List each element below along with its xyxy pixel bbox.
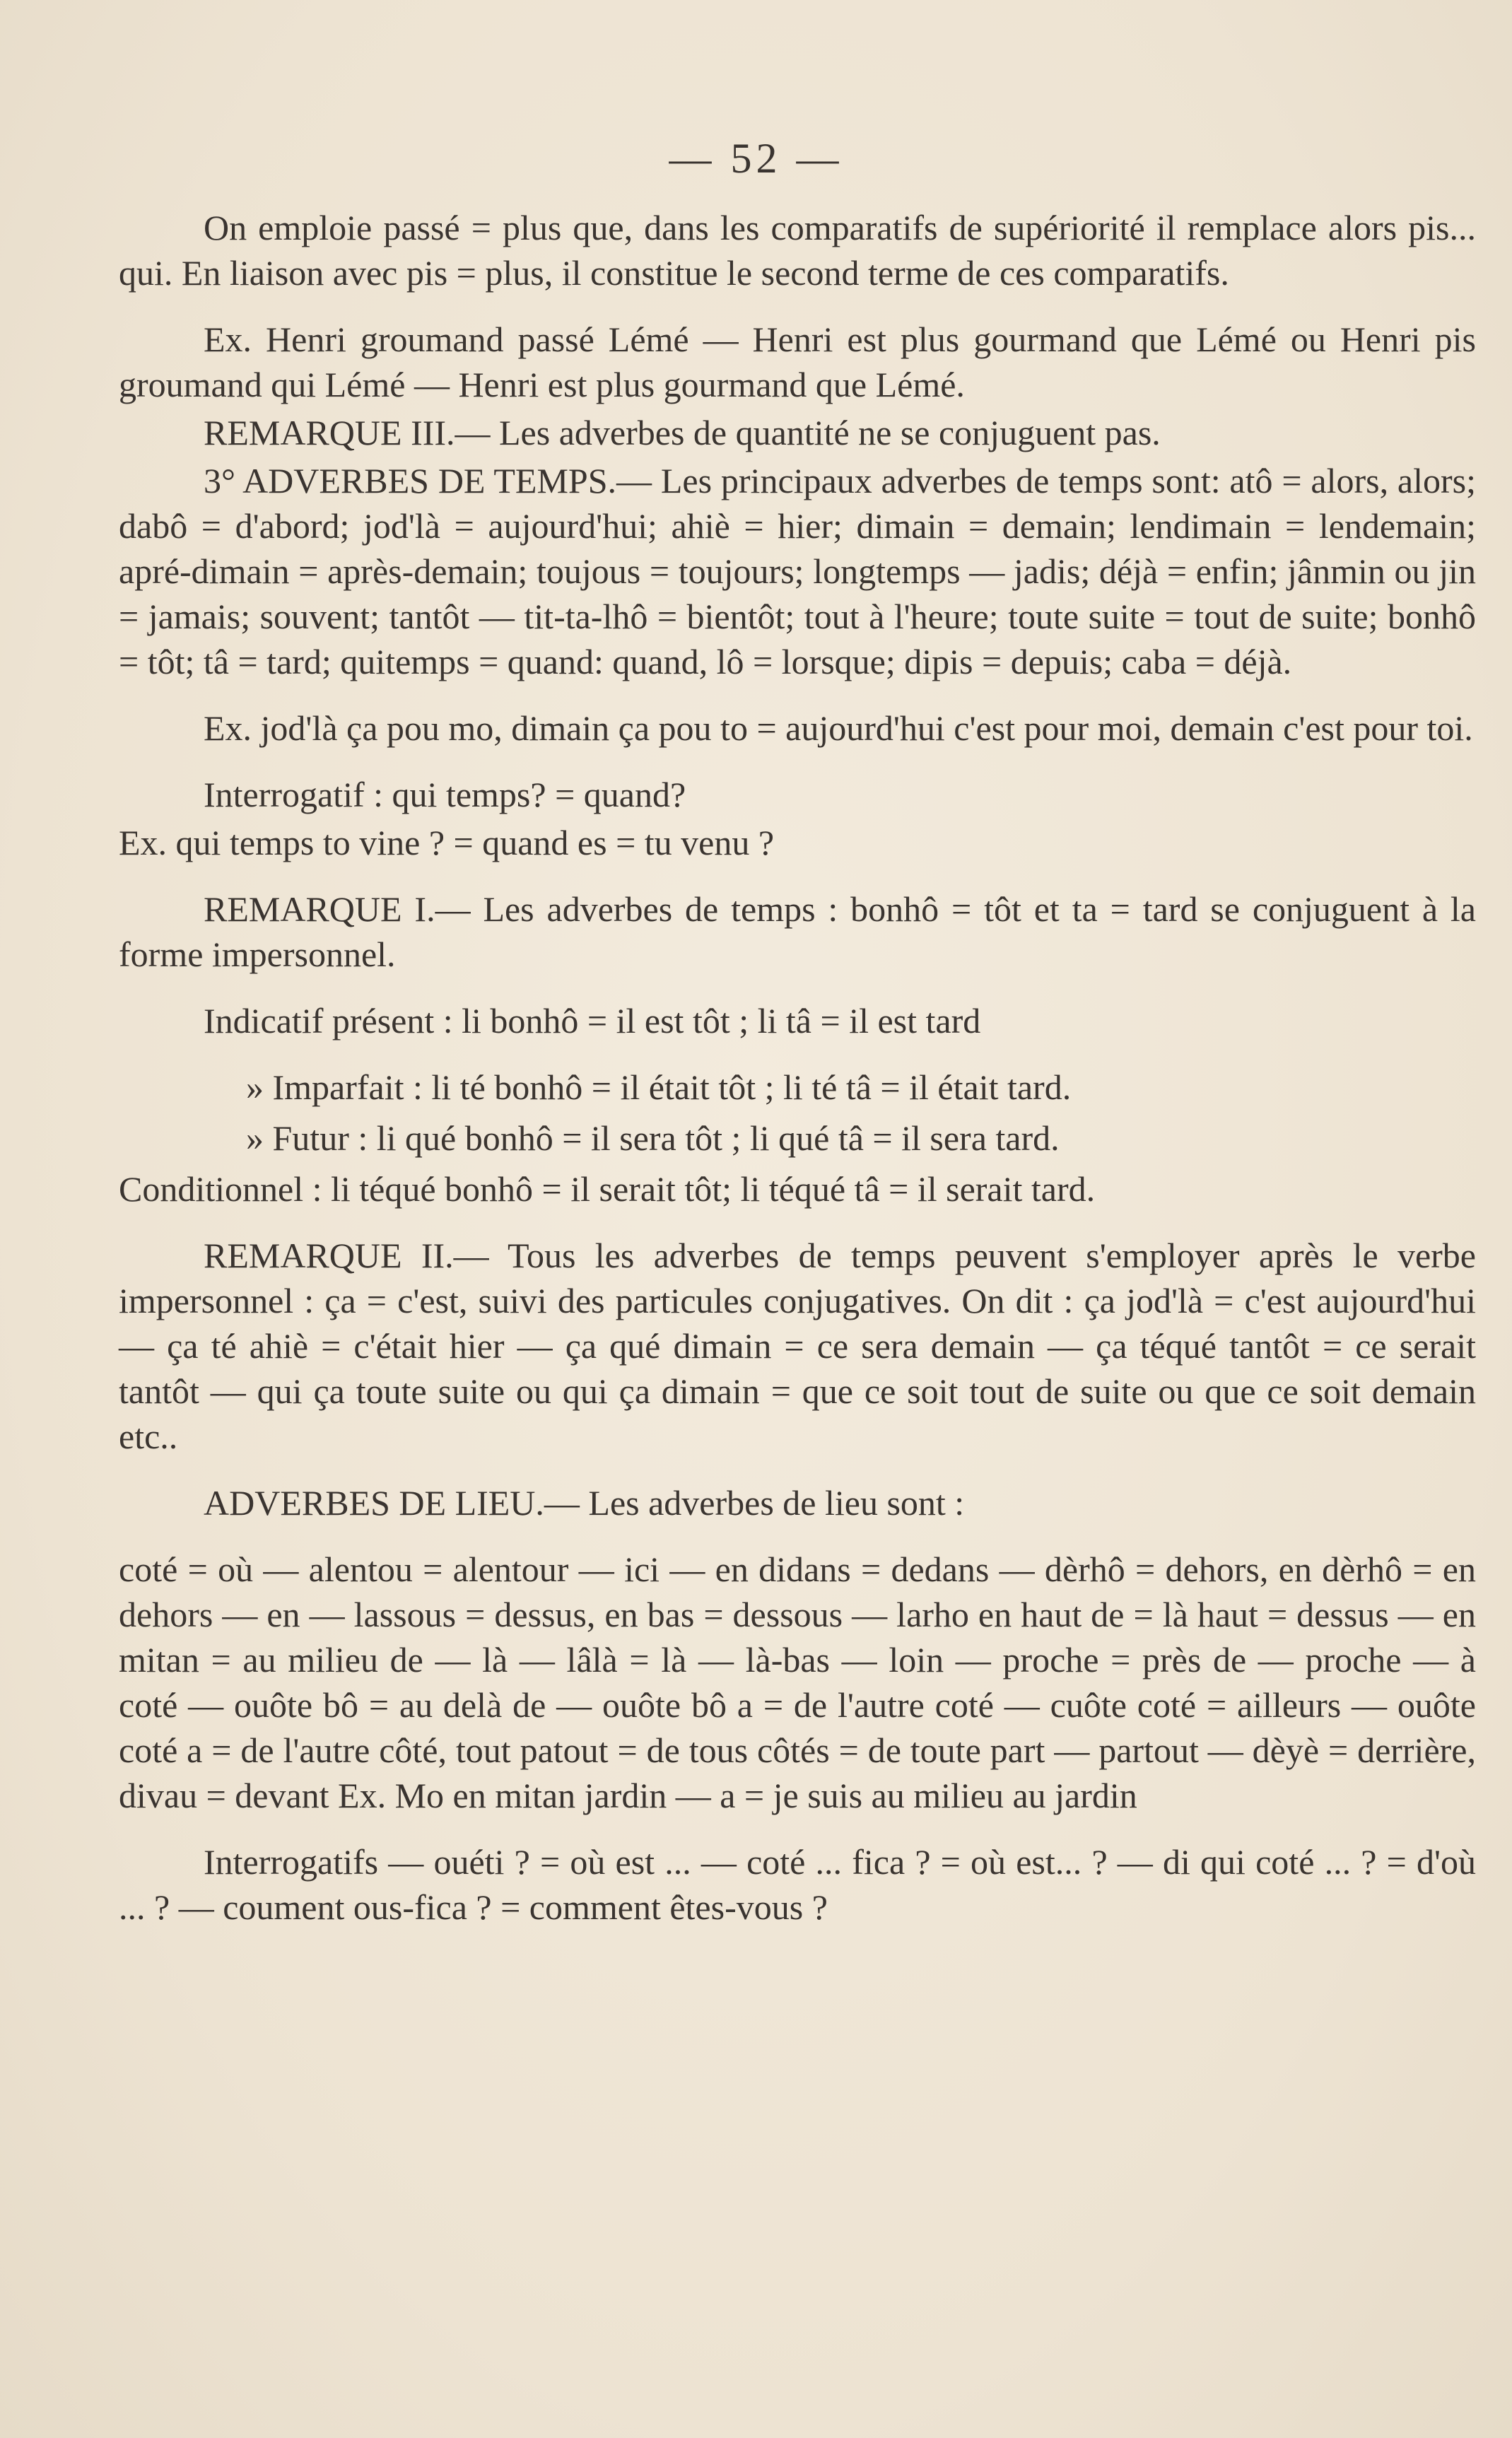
page-body [119,205,1476,1933]
paragraph-futur: » Futur : li qué bonhô = il sera tôt ; li qué tâ = il sera tard. [246,1118,1060,1158]
paragraph-conditionnel: Conditionnel : li téqué bonhô = il serait tôt; li téqué tâ = il serait tard. [119,1169,1096,1209]
paragraph-adverbes-temps: 3° ADVERBES DE TEMPS.— Les principaux adverbes de temps sont: atô = alors, alors; dabô = d'abord; jod'là = aujourd'hui; ahiè = hier; dimain = demain; lendimain = lendemain; apré-dimain = après-demain; toujous = toujours; longtemps — jadis; déjà = enfin; jânmin ou jin = jamais; souvent; tantôt — tit-ta-lhô = bientôt; tout à l'heure; toute suite = tout de suite; bonhô = tôt; tâ = tard; quitemps = quand: quand, lô = lorsque; dipis = depuis; caba = déjà. [119,461,1476,681]
page-number: — 52 — [669,135,843,182]
paragraph-comparatifs: On emploie passé = plus que, dans les comparatifs de supériorité il remplace alors pis... qui. En liaison avec pis = plus, il constitue le second terme de ces comparatifs. [119,208,1476,293]
paragraph-example-gourmand: Ex. Henri groumand passé Lémé — Henri est plus gourmand que Lémé ou Henri pis groumand qui Lémé — Henri est plus gourmand que Lémé. [119,320,1476,404]
paragraph-interrogatifs-lieu: Interrogatifs — ouéti ? = où est ... — coté ... fica ? = où est... ? — di qui coté ... ? = d'où ... ? — coument ous-fica ? = comment êtes-vous ? [119,1842,1476,1927]
paragraph-remarque-3: REMARQUE III.— Les adverbes de quantité ne se conjuguent pas. [204,413,1161,452]
paragraph-lieu-list: coté = où — alentou = alentour — ici — en didans = dedans — dèrhô = dehors, en dèrhô = en dehors — en — lassous = dessus, en bas = dessous — larho en haut de = là haut = dessus — en mitan = au milieu de — là — lâlà = là — là-bas — loin — proche = près de — proche — à coté — ouôte bô = au delà de — ouôte bô a = de l'autre coté — cuôte coté = ailleurs — ouôte coté a = de l'autre côté, tout patout = de tous côtés = de toute part — partout — dèyè = derrière, divau = devant Ex. Mo en mitan jardin — a = je suis au milieu au jardin [119,1549,1476,1815]
paragraph-example-vine: Ex. qui temps to vine ? = quand es = tu venu ? [119,823,775,862]
paragraph-remarque-1: REMARQUE I.— Les adverbes de temps : bonhô = tôt et ta = tard se conjuguent à la forme impersonnel. [119,889,1476,974]
paragraph-adverbes-lieu: ADVERBES DE LIEU.— Les adverbes de lieu sont : [204,1483,965,1523]
paragraph-imparfait: » Imparfait : li té bonhô = il était tôt ; li té tâ = il était tard. [246,1067,1072,1107]
paragraph-example-jodla: Ex. jod'là ça pou mo, dimain ça pou to = aujourd'hui c'est pour moi, demain c'est pour toi. [204,708,1473,748]
paragraph-interrogatif-temps: Interrogatif : qui temps? = quand? [204,775,686,814]
paragraph-indicatif-present: Indicatif présent : li bonhô = il est tôt ; li tâ = il est tard [204,1001,981,1041]
paragraph-remarque-2: REMARQUE II.— Tous les adverbes de temps peuvent s'employer après le verbe impersonnel : ça = c'est, suivi des particules conjugatives. On dit : ça jod'là = c'est aujourd'hui — ça té ahiè = c'était hier — ça qué dimain = ce sera demain — ça téqué tantôt = ce serait tantôt — qui ça toute suite ou qui ça dimain = que ce soit tout de suite ou que ce soit demain etc.. [119,1236,1476,1456]
